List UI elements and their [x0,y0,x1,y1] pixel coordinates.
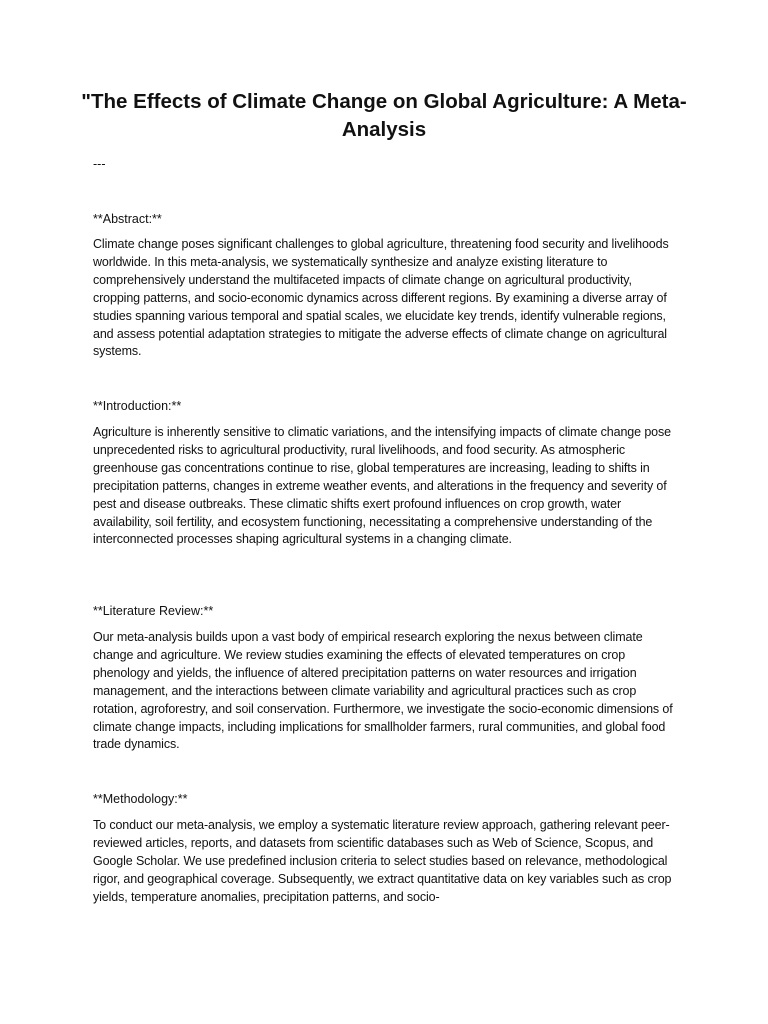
abstract-heading: **Abstract:** [93,212,162,226]
methodology-paragraph: To conduct our meta-analysis, we employ a systematic literature review approach, gathering relevant peer-reviewed articles, reports, and datasets from scientific databases such as Web of Science, Scopus, and Google Scholar. We use predefined inclusion criteria to select studies based on relevance, methodological rigor, and geographical coverage. Subsequently, we extract quantitative data on key variables such as crop yields, temperature anomalies, precipitation patterns, and socio- [93,818,672,904]
introduction-paragraph: Agriculture is inherently sensitive to climatic variations, and the intensifying impacts of climate change pose unprecedented risks to agricultural productivity, rural livelihoods, and food security. As atmospheric greenhouse gas concentrations continue to rise, global temperatures are increasing, leading to shifts in precipitation patterns, changes in extreme weather events, and alterations in the frequency and severity of pest and disease outbreaks. These climatic shifts exert profound influences on crop growth, water availability, soil fertility, and ecosystem functioning, necessitating a comprehensive understanding of the interconnected processes shaping agricultural systems in a changing climate. [93,425,671,547]
separator-line: --- [93,157,106,171]
abstract-paragraph: Climate change poses significant challenges to global agriculture, threatening food security and livelihoods worldwide. In this meta-analysis, we systematically synthesize and analyze existing literature to comprehensively understand the multifaceted impacts of climate change on agricultural productivity, cropping patterns, and socio-economic dynamics across different regions. By examining a diverse array of studies spanning various temporal and spatial scales, we elucidate key trends, identify vulnerable regions, and assess potential adaptation strategies to mitigate the adverse effects of climate change on agricultural systems. [93,237,669,359]
methodology-heading: **Methodology:** [93,792,188,806]
introduction-heading: **Introduction:** [93,399,182,413]
literature-review-heading: **Literature Review:** [93,604,214,618]
document-title: "The Effects of Climate Change on Global Agriculture: A Meta-Analysis [81,90,687,141]
literature-review-paragraph: Our meta-analysis builds upon a vast body of empirical research exploring the nexus between climate change and agriculture. We review studies examining the effects of elevated temperatures on crop phenology and yields, the influence of altered precipitation patterns on water resources and irrigation management, and the interactions between climate variability and agricultural practices such as crop rotation, agroforestry, and soil conservation. Furthermore, we investigate the socio-economic dimensions of climate change impacts, including implications for smallholder farmers, rural communities, and global food trade dynamics. [93,630,673,752]
